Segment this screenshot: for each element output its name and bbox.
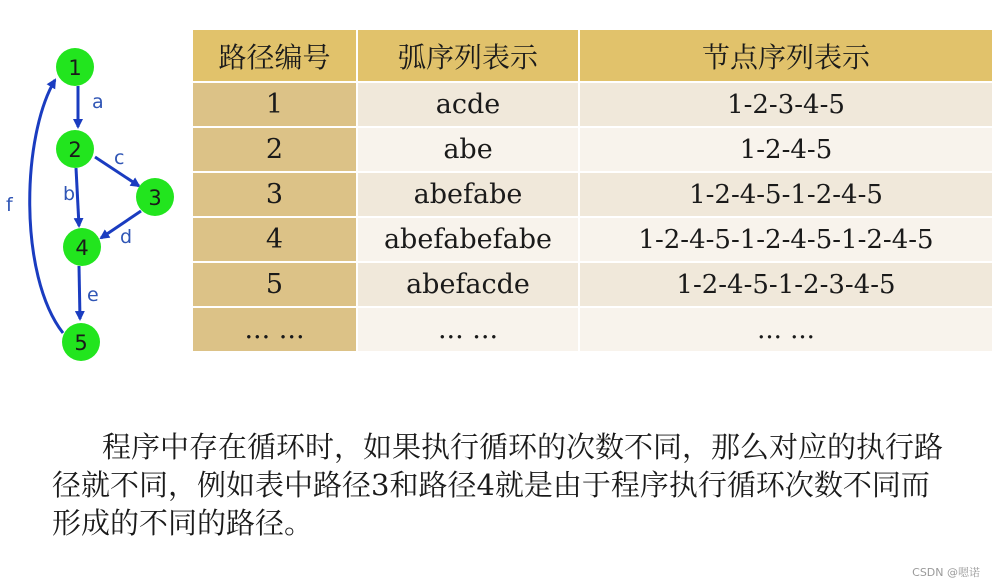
svg-text:5: 5 <box>74 331 88 355</box>
header-arc-sequence: 弧序列表示 <box>357 30 579 82</box>
edge-label-c: c <box>114 147 125 169</box>
path-id-cell: 4 <box>193 217 357 262</box>
header-path-id: 路径编号 <box>193 30 357 82</box>
node-5 <box>62 323 100 361</box>
edge-label-d: d <box>120 226 133 248</box>
table-row <box>193 217 992 262</box>
edge-e <box>79 266 80 319</box>
table-row <box>193 172 992 217</box>
table-header-row <box>193 30 992 82</box>
arc-sequence-cell: ... ... <box>357 307 579 352</box>
edge-label-e: e <box>87 284 99 306</box>
table-row <box>193 82 992 127</box>
node-sequence-cell: ... ... <box>579 307 992 352</box>
path-id-cell: 5 <box>193 262 357 307</box>
table-row <box>193 127 992 172</box>
svg-text:2: 2 <box>68 138 82 162</box>
arc-sequence-cell: abe <box>357 127 579 172</box>
node-4 <box>63 228 101 266</box>
svg-text:4: 4 <box>75 236 89 260</box>
node-sequence-cell: 1-2-4-5-1-2-4-5-1-2-4-5 <box>579 217 992 262</box>
svg-text:1: 1 <box>68 56 82 80</box>
node-1 <box>56 48 94 86</box>
edge-b <box>76 168 79 226</box>
edge-label-b: b <box>63 183 76 205</box>
node-sequence-cell: 1-2-4-5-1-2-3-4-5 <box>579 262 992 307</box>
path-id-cell: ... ... <box>193 307 357 352</box>
table-row <box>193 262 992 307</box>
arc-sequence-cell: acde <box>357 82 579 127</box>
explanation-paragraph: 程序中存在循环时，如果执行循环的次数不同，那么对应的执行路径就不同，例如表中路径3和路径4就是由于程序执行循环次数不同而形成的不同的路径。 <box>52 430 944 540</box>
edge-label-a: a <box>92 91 104 113</box>
node-sequence-cell: 1-2-3-4-5 <box>579 82 992 127</box>
path-id-cell: 2 <box>193 127 357 172</box>
edge-label-f: f <box>6 194 13 216</box>
arc-sequence-cell: abefacde <box>357 262 579 307</box>
watermark: CSDN @嗯诺 <box>912 566 980 579</box>
control-flow-graph <box>0 0 195 380</box>
svg-text:3: 3 <box>148 186 162 210</box>
node-sequence-cell: 1-2-4-5 <box>579 127 992 172</box>
arc-sequence-cell: abefabefabe <box>357 217 579 262</box>
node-sequence-cell: 1-2-4-5-1-2-4-5 <box>579 172 992 217</box>
edge-f <box>30 80 63 333</box>
node-3 <box>136 178 174 216</box>
arc-sequence-cell: abefabe <box>357 172 579 217</box>
path-id-cell: 1 <box>193 82 357 127</box>
path-id-cell: 3 <box>193 172 357 217</box>
path-table <box>193 30 992 353</box>
node-2 <box>56 130 94 168</box>
table-row <box>193 307 992 352</box>
header-node-sequence: 节点序列表示 <box>579 30 992 82</box>
